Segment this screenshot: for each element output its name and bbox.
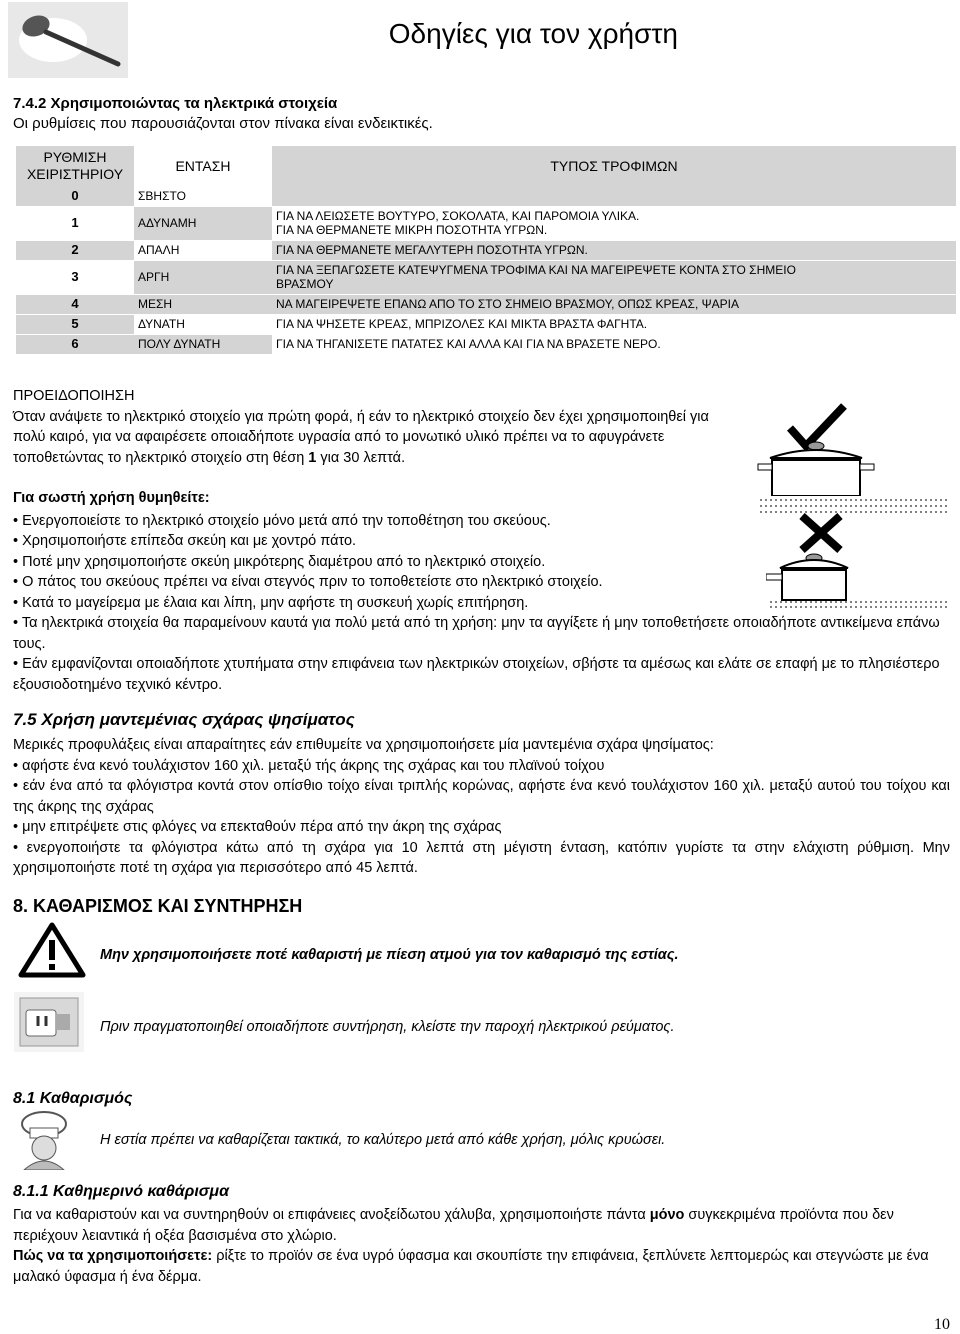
row-setting: 3 xyxy=(16,260,134,294)
howto-label: Πώς να τα χρησιμοποιήσετε: xyxy=(13,1248,213,1264)
row-food: ΝΑ ΜΑΓΕΙΡΕΨΕΤΕ ΕΠΑΝΩ ΑΠΟ ΤΟ ΣΤΟ ΣΗΜΕΙΟ ΒΡΑΣΜΟΥ, ΟΠΩΣ ΚΡΕΑΣ, ΨΑΡΙΑ xyxy=(272,294,956,314)
section-subtitle: Οι ρυθμίσεις που παρουσιάζονται στον πίνακα είναι ενδεικτικές. xyxy=(13,115,433,132)
grill-heading: 7.5 Χρήση μαντεμένιας σχάρας ψησίματος xyxy=(13,710,355,729)
grill-section xyxy=(13,735,950,879)
row-food: ΓΙΑ ΝΑ ΤΗΓΑΝΙΣΕΤΕ ΠΑΤΑΤΕΣ ΚΑΙ ΑΛΛΑ ΚΑΙ ΓΙΑ ΝΑ ΒΡΑΣΕΤΕ ΝΕΡΟ. xyxy=(272,334,956,354)
warning-title: ΠΡΟΕΙΔΟΠΟΙΗΣΗ xyxy=(13,388,135,404)
list-item: • Εάν εμφανίζονται οποιαδήποτε χτυπήματα στην επιφάνεια των ηλεκτρικών στοιχείων, σβήστε τα αμέσως και ελάτε σε επαφή με το πλησιέστερο εξουσιοδοτημένο τεχνικό κέντρο. xyxy=(13,654,958,695)
table-row xyxy=(16,206,956,240)
warning-icon xyxy=(18,922,86,978)
row-intensity: ΑΡΓΗ xyxy=(134,260,272,294)
warning-text-part: Όταν ανάψετε το ηλεκτρικό στοιχείο για πρώτη φορά, ή εάν το ηλεκτρικό στοιχείο δεν έχει χρησιμοποιηθεί για πολύ καιρό, για να αφαιρέσετε οποιαδήποτε υγρασία από το μονωτικό υλικό πρέπει να το αφυγράνετε τοποθετώντας το ηλεκτρικό στοιχείο στη θέση xyxy=(13,408,709,466)
steam-warning-text: Μην χρησιμοποιήσετε ποτέ καθαριστή με πίεση ατμού για τον καθαρισμό της εστίας. xyxy=(100,947,679,963)
row-food: ΓΙΑ ΝΑ ΨΗΣΕΤΕ ΚΡΕΑΣ, ΜΠΡΙΖΟΛΕΣ ΚΑΙ ΜΙΚΤΑ ΒΡΑΣΤΑ ΦΑΓΗΤΑ. xyxy=(272,314,956,334)
row-setting: 1 xyxy=(16,206,134,240)
section-heading: 8.1 Καθαρισμός xyxy=(13,1090,133,1107)
tips-section xyxy=(13,488,958,695)
daily-text-bold: μόνο xyxy=(649,1207,685,1223)
warning-text xyxy=(13,407,743,469)
list-item: • Χρησιμοποιήστε επίπεδα σκεύη και με χοντρό πάτο. xyxy=(13,531,958,552)
list-item: • μην επιτρέψετε στις φλόγες να επεκταθούν πέρα από την άκρη της σχάρας xyxy=(13,817,950,838)
row-intensity: ΑΔΥΝΑΜΗ xyxy=(134,206,272,240)
daily-text-part: Για να καθαριστούν και να συντηρηθούν οι επιφάνειες ανοξείδωτου χάλυβα, χρησιμοποιήστε πάντα xyxy=(13,1207,650,1223)
page-header xyxy=(0,0,960,80)
row-setting: 4 xyxy=(16,294,134,314)
list-item: • Ενεργοποιείστε το ηλεκτρικό στοιχείο μόνο μετά από την τοποθέτηση του σκεύους. xyxy=(13,511,958,532)
tips-list xyxy=(13,511,958,696)
row-setting: 0 xyxy=(16,186,134,206)
table-row xyxy=(16,314,956,334)
table-row xyxy=(16,260,956,294)
plug-icon xyxy=(14,992,84,1052)
header-food: ΤΥΠΟΣ ΤΡΟΦΙΜΩΝ xyxy=(272,146,956,186)
row-food: ΓΙΑ ΝΑ ΘΕΡΜΑΝΕΤΕ ΜΕΓΑΛΥΤΕΡΗ ΠΟΣΟΤΗΤΑ ΥΓΡΩΝ. xyxy=(272,240,956,260)
row-food: ΓΙΑ ΝΑ ΛΕΙΩΣΕΤΕ ΒΟΥΤΥΡΟ, ΣΟΚΟΛΑΤΑ, ΚΑΙ ΠΑΡΟΜΟΙΑ ΥΛΙΚΑ. ΓΙΑ ΝΑ ΘΕΡΜΑΝΕΤΕ ΜΙΚΡΗ ΠΟΣΟΤΗΤΑ ΥΓΡΩΝ. xyxy=(272,206,956,240)
list-item: • εάν ένα από τα φλόγιστρα κοντά στον οπίσθιο τοίχο είναι τριπλής κορώνας, αφήστε ένα κενό τουλάχιστον 160 χιλ. μεταξύ αυτού του τοίχου και της άκρης της σχάρας xyxy=(13,776,950,817)
row-food: ΓΙΑ ΝΑ ΞΕΠΑΓΩΣΕΤΕ ΚΑΤΕΨΥΓΜΕΝΑ ΤΡΟΦΙΜΑ ΚΑΙ ΝΑ ΜΑΓΕΙΡΕΨΕΤΕ ΚΟΝΤΑ ΣΤΟ ΣΗΜΕΙΟ ΒΡΑΣΜΟΥ xyxy=(272,260,956,294)
table-row xyxy=(16,334,956,354)
row-setting: 2 xyxy=(16,240,134,260)
row-setting: 5 xyxy=(16,314,134,334)
section-heading: 7.4.2 Χρησιμοποιώντας τα ηλεκτρικά στοιχεία xyxy=(13,95,338,112)
row-intensity: ΑΠΑΛΗ xyxy=(134,240,272,260)
grill-list xyxy=(13,756,950,879)
howto-paragraph xyxy=(13,1246,950,1287)
row-food xyxy=(272,186,956,206)
section-heading: 8. ΚΑΘΑΡΙΣΜΟΣ ΚΑΙ ΣΥΝΤΗΡΗΣΗ xyxy=(13,896,303,916)
list-item: • Κατά το μαγείρεμα με έλαια και λίπη, μην αφήστε τη συσκευή χωρίς επιτήρηση. xyxy=(13,593,958,614)
spoon-logo-icon xyxy=(8,2,128,78)
warning-text-part: για 30 λεπτά. xyxy=(316,449,406,466)
list-item: • ενεργοποιήστε τα φλόγιστρα κάτω από τη σχάρα για 10 λεπτά στη μέγιστη ένταση, κατόπιν γυρίστε τα στην ελάχιστη ρύθμιση. Μην χρησιμοποιήστε ποτέ τη σχάρα για περισσότερο από 45 λεπτά. xyxy=(13,838,950,879)
warning-section xyxy=(13,386,743,468)
row-setting: 6 xyxy=(16,334,134,354)
section-heading: 8.1.1 Καθημερινό καθάρισμα xyxy=(13,1183,229,1200)
settings-table xyxy=(16,146,956,354)
row-intensity: ΠΟΛΥ ΔΥΝΑΤΗ xyxy=(134,334,272,354)
daily-cleaning-text xyxy=(13,1205,950,1287)
howto-text: ρίξτε το προϊόν σε ένα υγρό ύφασμα και σκουπίστε την επιφάνεια, ξεπλύνετε λεπτομερώς και στεγνώστε με ένα μαλακό ύφασμα ή ένα δέρμα. xyxy=(13,1248,929,1285)
list-item: • Τα ηλεκτρικά στοιχεία θα παραμείνουν καυτά για πολύ μετά από τη χρήση: μην τα αγγίξετε ή μην τοποθετήσετε οποιαδήποτε αντικείμενα επάνω τους. xyxy=(13,613,958,654)
page-number: 10 xyxy=(934,1316,950,1333)
row-intensity: ΔΥΝΑΤΗ xyxy=(134,314,272,334)
header-setting: ΡΥΘΜΙΣΗ ΧΕΙΡΙΣΤΗΡΙΟΥ xyxy=(16,146,134,186)
list-item: • Ο πάτος του σκεύους πρέπει να είναι στεγνός πριν το τοποθετείστε στο ηλεκτρικό στοιχείο. xyxy=(13,572,958,593)
page-title: Οδηγίες για τον χρήστη xyxy=(388,18,678,49)
daily-paragraph xyxy=(13,1205,950,1246)
row-intensity: ΜΕΣΗ xyxy=(134,294,272,314)
table-row xyxy=(16,294,956,314)
row-intensity: ΣΒΗΣΤΟ xyxy=(134,186,272,206)
warning-position: 1 xyxy=(308,449,317,466)
table-row xyxy=(16,186,956,206)
cleaning-text: Η εστία πρέπει να καθαρίζεται τακτικά, το καλύτερο μετά από κάθε χρήση, μόλις κρυώσει. xyxy=(100,1132,666,1148)
list-item: • αφήστε ένα κενό τουλάχιστον 160 χιλ. μεταξύ τής άκρης της σχάρας και του πλαϊνού τοίχου xyxy=(13,756,950,777)
daily-text-part: συγκεκριμένα προϊόντα που δεν περιέχουν λειαντικά ή οξέα βασισμένα στο χλώριο. xyxy=(13,1207,894,1244)
table-row xyxy=(16,240,956,260)
tips-title: Για σωστή χρήση θυμηθείτε: xyxy=(13,490,210,506)
power-off-text: Πριν πραγματοποιηθεί οποιαδήποτε συντήρηση, κλείστε την παροχή ηλεκτρικού ρεύματος. xyxy=(100,1019,675,1035)
list-item: • Ποτέ μην χρησιμοποιήστε σκεύη μικρότερης διαμέτρου από το ηλεκτρικό στοιχείο. xyxy=(13,552,958,573)
grill-intro: Μερικές προφυλάξεις είναι απαραίτητες εάν επιθυμείτε να χρησιμοποιήσετε μία μαντεμένια σχάρα ψησίματος: xyxy=(13,737,714,753)
chef-icon xyxy=(14,1110,74,1170)
header-intensity: ΕΝΤΑΣΗ xyxy=(134,146,272,186)
